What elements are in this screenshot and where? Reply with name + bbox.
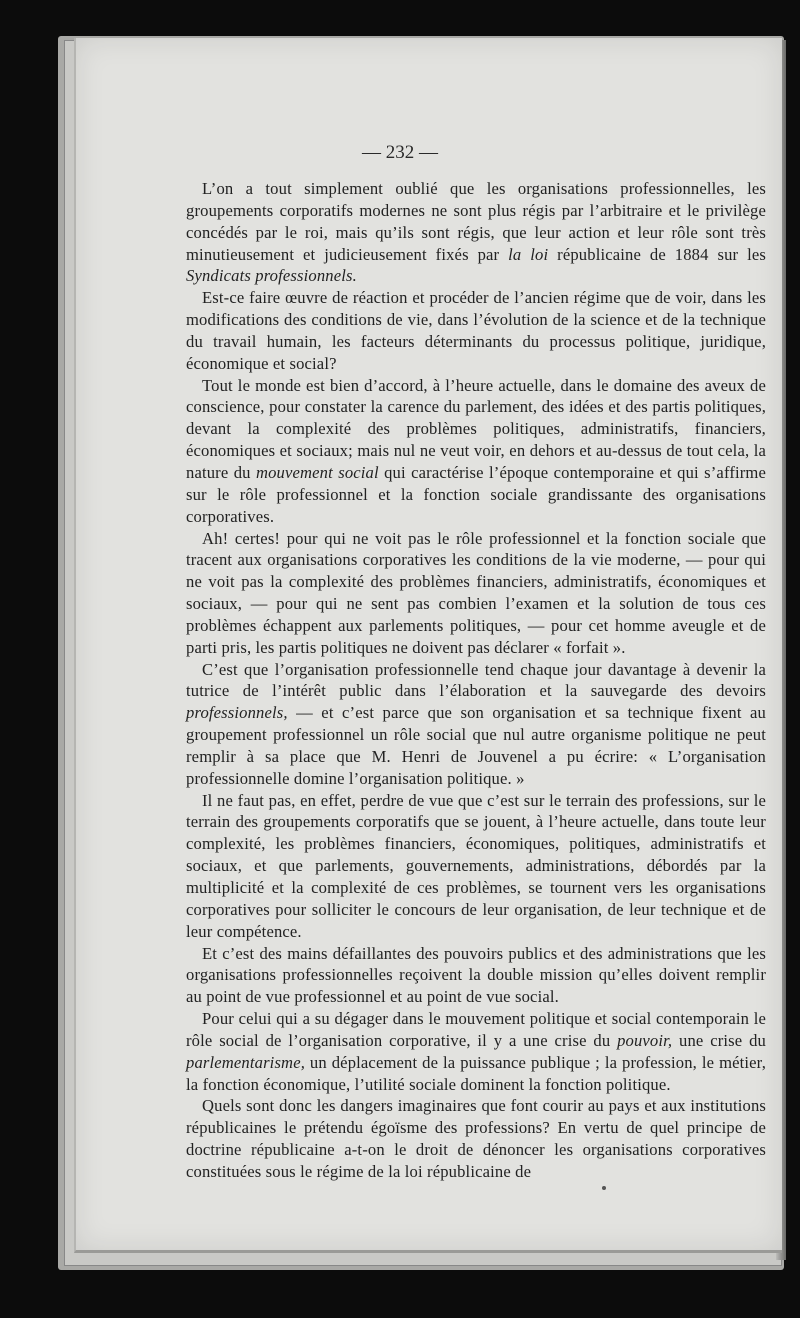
paragraph (186, 790, 766, 943)
text-run: Il ne faut pas, en effet, perdre de vue que c’est sur le terrain des professions, sur le terrain des groupements corporatifs que se jouent, à l’heure actuelle, dans toute leur complexité, les problèmes financiers, économiques, politiques, administratifs et sociaux, et que parlements, gouvernements, administrations, débordés par la multiplicité et la complexité de ces problèmes, se tournent vers les organisations corporatives pour solliciter le concours de leur organisation, de leur technique et de leur compétence. (186, 790, 766, 941)
paragraph (186, 943, 766, 1009)
ink-speck (602, 1186, 606, 1190)
text-run: C’est que l’organisation professionnelle tend chaque jour davantage à devenir la tutrice de l’intérêt public dans l’élaboration et la sauvegarde des devoirs (186, 659, 766, 701)
text-run: Tout le monde est bien d’accord, à l’heure actuelle, dans le domaine des aveux de conscience, pour constater la carence du parlement, des idées et des partis politiques, devant la complexité des problèmes politiques, administratifs, financiers, économiques et sociaux; mais nul ne veut voir, en dehors et au-dessus de tout cela, la nature du (186, 375, 766, 482)
italic-text: pouvoir, (617, 1030, 673, 1050)
page-number: — 232 — (362, 142, 438, 163)
text-run: L’on a tout simplement oublié que les organisations professionnelles, les groupements corporatifs modernes ne sont plus régis par l’arbitraire et le privilège concédés par le roi, mais qu’ils sont régis, que leur action et leur rôle sont très minutieusement et judicieusement fixés par (186, 179, 766, 264)
italic-text: la loi (508, 244, 549, 264)
paragraph (186, 528, 766, 659)
italic-text: mouvement social (255, 462, 379, 482)
italic-text: Syndicats professionnels. (186, 266, 357, 286)
paragraph (186, 287, 766, 374)
paragraph (186, 178, 766, 287)
text-run: Et c’est des mains défaillantes des pouvoirs publics et des administrations que les organisations professionnelles reçoivent la double mission qu’elles doivent remplir au point de vue professionnel et au point de vue social. (186, 943, 766, 1007)
text-run: qui caractérise l’époque contemporaine et qui s’affirme sur le rôle professionnel et la fonction sociale grandissante des organisations corporatives. (186, 462, 767, 526)
italic-text: professionnels, (186, 703, 288, 723)
text-run: une crise du (672, 1030, 766, 1050)
body-text (186, 178, 766, 1183)
text-run: un déplacement de la puissance publique ; la profession, le métier, la fonction économique, l’utilité sociale dominent la fonction politique. (186, 1052, 766, 1094)
text-run: Est-ce faire œuvre de réaction et procéder de l’ancien régime que de voir, dans les modifications des conditions de vie, dans l’évolution de la science et de la technique du travail humain, les facteurs déterminants du processus politique, juridique, économique et social? (186, 288, 766, 373)
text-run: républicaine de 1884 sur les (548, 244, 766, 264)
paragraph (186, 1008, 766, 1095)
text-run: Quels sont donc les dangers imaginaires que font courir au pays et aux institutions républicaines le prétendu égoïsme des professions? En vertu de quel principe de doctrine républicaine a-t-on le droit de dénoncer les organisations corporatives constituées sous le régime de la loi républicaine de (186, 1096, 766, 1181)
text-run: Pour celui qui a su dégager dans le mouvement politique et social contemporain le rôle social de l’organisation corporative, il y a une crise du (186, 1009, 766, 1050)
paragraph (186, 375, 766, 528)
paragraph (186, 659, 766, 790)
italic-text: parlementarisme, (186, 1052, 306, 1072)
text-run: Ah! certes! pour qui ne voit pas le rôle professionnel et la fonction sociale que tracent aux organisations corporatives les conditions de la vie moderne, — pour qui ne voit pas la complexité des problèmes financiers, administratifs, économiques et sociaux, — pour qui ne sent pas combien l’examen et la solution de tous ces problèmes échappent aux parlements politiques, — pour cet homme aveugle et de parti pris, les partis politiques ne doivent pas déclarer « forfait ». (186, 528, 766, 657)
text-run: — et c’est parce que son organisation et sa technique fixent au groupement professionnel un rôle social que nul autre organisme politique ne peut remplir à sa place que M. Henri de Jouvenel a pu écrire: « L’organisation professionnelle domine l’organisation politique. » (186, 703, 766, 788)
paragraph (186, 1095, 766, 1182)
